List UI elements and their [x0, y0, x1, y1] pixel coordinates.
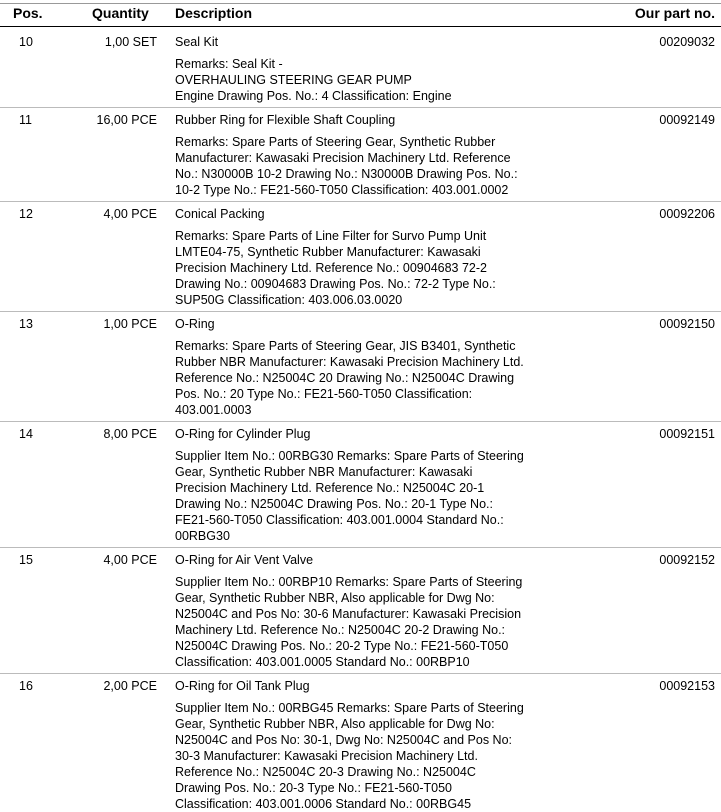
row-title: Seal Kit: [175, 35, 219, 49]
row-description: [175, 548, 565, 670]
table-row: [0, 30, 721, 108]
row-quantity: 16,00 PCE: [96, 113, 157, 127]
row-pos: 10: [19, 35, 33, 49]
row-remarks: Remarks: Spare Parts of Steering Gear, JIS B3401, Synthetic Rubber NBR Manufacturer: Kawasaki Precision Machinery Ltd. Reference No.: N25004C 20 Drawing No.: N25004C Drawing Pos. No.: 20 Type No.: FE21-560-T050 Classification: 403.001.0003: [175, 339, 524, 417]
row-quantity: 4,00 PCE: [103, 207, 157, 221]
row-remarks: Supplier Item No.: 00RBP10 Remarks: Spare Parts of Steering Gear, Synthetic Rubber NBR, Also applicable for Dwg No: N25004C and Pos No: 30-6 Manufacturer: Kawasaki Precision Machinery Ltd. Reference No.: N25004C 20-2 Drawing No.: N25004C Drawing Pos. No.: 20-2 Type No.: FE21-560-T050 Classification: 403.001.0005 Standard No.: 00RBP10: [175, 575, 523, 669]
row-part-no: 00092153: [659, 679, 715, 693]
row-quantity: 4,00 PCE: [103, 553, 157, 567]
row-part-no: 00092150: [659, 317, 715, 331]
table-row: [0, 202, 721, 312]
row-title: O-Ring for Oil Tank Plug: [175, 679, 310, 693]
row-description: [175, 422, 565, 544]
row-description: [175, 674, 565, 812]
row-quantity: 1,00 SET: [104, 35, 157, 49]
row-pos: 13: [19, 317, 33, 331]
row-remarks: Supplier Item No.: 00RBG30 Remarks: Spare Parts of Steering Gear, Synthetic Rubber NBR Manufacturer: Kawasaki Precision Machinery Ltd. Reference No.: N25004C 20-1 Drawing No.: N25004C Drawing Pos. No.: 20-1 Type No.: FE21-560-T050 Classification: 403.001.0004 Standard No.: 00RBG30: [175, 449, 524, 543]
row-description: [175, 30, 565, 104]
table-row: [0, 312, 721, 422]
row-remarks: Remarks: Seal Kit - OVERHAULING STEERING GEAR PUMP Engine Drawing Pos. No.: 4 Classification: Engine: [175, 57, 452, 103]
table-row: [0, 674, 721, 812]
row-title: Conical Packing: [175, 207, 265, 221]
header-description: Description: [175, 5, 253, 21]
header-part-no: Our part no.: [634, 5, 715, 21]
row-pos: 15: [19, 553, 33, 567]
row-pos: 11: [19, 113, 32, 127]
row-quantity: 2,00 PCE: [103, 679, 157, 693]
item-list: [0, 30, 721, 812]
row-description: [175, 108, 565, 198]
header-pos: Pos.: [13, 5, 43, 21]
row-title: O-Ring for Air Vent Valve: [175, 553, 314, 567]
header-rule: [0, 26, 721, 27]
row-remarks: Remarks: Spare Parts of Steering Gear, Synthetic Rubber Manufacturer: Kawasaki Precision Machinery Ltd. Reference No.: N30000B 10-2 Drawing No.: N30000B Drawing Pos. No.: 10-2 Type No.: FE21-560-T050 Classification: 403.001.0002: [175, 135, 518, 197]
table-row: [0, 422, 721, 548]
row-part-no: 00092151: [659, 427, 715, 441]
row-title: Rubber Ring for Flexible Shaft Coupling: [175, 113, 396, 127]
row-remarks: Supplier Item No.: 00RBG45 Remarks: Spare Parts of Steering Gear, Synthetic Rubber NBR, Also applicable for Dwg No: N25004C and Pos No: 30-1, Dwg No: N25004C and Pos No: 30-3 Manufacturer: Kawasaki Precision Machinery Ltd. Reference No.: N25004C 20-3 Drawing No.: N25004C Drawing Pos. No.: 20-3 Type No.: FE21-560-T050 Classification: 403.001.0006 Standard No.: 00RBG45: [175, 701, 524, 811]
table-row: [0, 548, 721, 674]
row-pos: 12: [19, 207, 33, 221]
row-part-no: 00092206: [659, 207, 715, 221]
row-quantity: 8,00 PCE: [103, 427, 157, 441]
row-pos: 16: [19, 679, 33, 693]
row-part-no: 00092149: [659, 113, 715, 127]
table-header: [0, 4, 721, 26]
row-remarks: Remarks: Spare Parts of Line Filter for Survo Pump Unit LMTE04-75, Synthetic Rubber Manufacturer: Kawasaki Precision Machinery Ltd. Reference No.: 00904683 72-2 Drawing No.: 00904683 Drawing Pos. No.: 72-2 Type No.: SUP50G Classification: 403.006.03.0020: [175, 229, 496, 307]
row-title: O-Ring: [175, 317, 215, 331]
row-description: [175, 202, 565, 308]
row-part-no: 00209032: [659, 35, 715, 49]
row-part-no: 00092152: [659, 553, 715, 567]
row-quantity: 1,00 PCE: [103, 317, 157, 331]
row-description: [175, 312, 565, 418]
table-row: [0, 108, 721, 202]
row-pos: 14: [19, 427, 33, 441]
header-quantity: Quantity: [92, 5, 149, 21]
row-title: O-Ring for Cylinder Plug: [175, 427, 311, 441]
